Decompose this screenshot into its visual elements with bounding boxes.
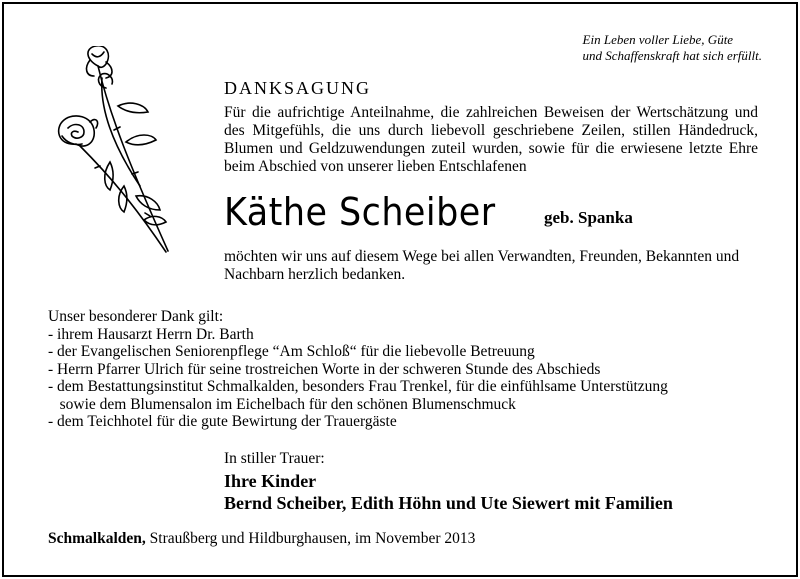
thanks-paragraph: möchten wir uns auf diesem Wege bei allen Verwandten, Freunden, Bekannten und Nachbarn herzlich bedanken. bbox=[224, 248, 740, 283]
family-line: Bernd Scheiber, Edith Höhn und Ute Siewert mit Familien bbox=[224, 493, 673, 513]
special-thanks-intro: Unser besonderer Dank gilt: bbox=[48, 308, 224, 325]
motto-line: Ein Leben voller Liebe, Güte bbox=[582, 32, 734, 47]
motto bbox=[583, 32, 762, 64]
list-item: - Herrn Pfarrer Ulrich für seine trostreichen Worte in der schweren Stunde des Abschieds bbox=[48, 360, 601, 378]
list-item: - dem Teichhotel für die gute Bewirtung der Trauergäste bbox=[48, 413, 397, 430]
family-signature bbox=[224, 470, 673, 514]
maiden-name: geb. Spanka bbox=[544, 208, 633, 227]
list-item: - dem Bestattungsinstitut Schmalkalden, besonders Frau Trenkel, für die einfühlsame Unterstützung bbox=[48, 378, 668, 395]
page-title: DANKSAGUNG bbox=[224, 78, 372, 98]
obituary-card bbox=[2, 2, 798, 577]
family-line: Ihre Kinder bbox=[224, 471, 317, 491]
place-town: Schmalkalden, bbox=[48, 530, 146, 547]
rose-icon bbox=[40, 46, 190, 256]
list-item: sowie dem Blumensalon im Eichelbach für den schönen Blumenschmuck bbox=[48, 395, 516, 413]
intro-paragraph: Für die aufrichtige Anteilnahme, die zahlreichen Beweisen der Wertschätzung und des Mitgefühls, die uns durch liebevoll geschriebene Zeilen, stillen Händedruck, Blumen und Geldzuwendungen zuteil wurden, sowie für die erwiesene letzte Ehre beim Abschied von unserer lieben Entschlafenen bbox=[224, 104, 758, 175]
place-date bbox=[48, 530, 475, 548]
special-thanks bbox=[48, 308, 768, 431]
list-item: - ihrem Hausarzt Herrn Dr. Barth bbox=[48, 325, 254, 343]
place-rest: Straußberg und Hildburghausen, im November 2013 bbox=[145, 530, 476, 547]
motto-line: und Schaffenskraft hat sich erfüllt. bbox=[582, 48, 762, 63]
mourning-label: In stiller Trauer: bbox=[224, 450, 325, 467]
list-item: - der Evangelischen Seniorenpflege “Am Schloß“ für die liebevolle Betreuung bbox=[48, 343, 535, 360]
deceased-name: Käthe Scheiber bbox=[224, 190, 496, 234]
